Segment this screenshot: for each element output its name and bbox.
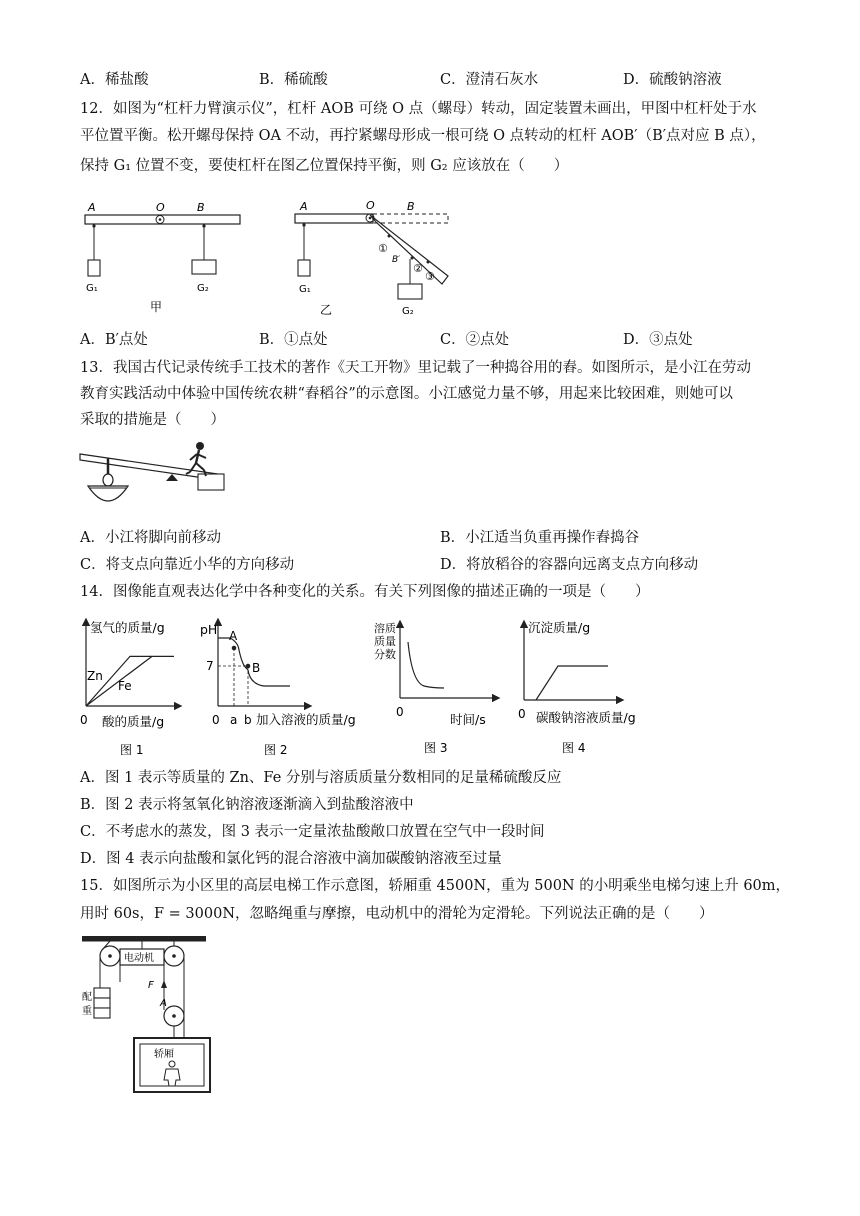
q15-label-motor: 电动机	[124, 953, 154, 964]
q12-yi-label-g1: G₁	[299, 284, 311, 295]
q13-option-a: A．小江将脚向前移动	[80, 530, 221, 546]
q15-stem-line-1: 15．如图所示为小区里的高层电梯工作示意图，轿厢重 4500N，重为 500N 的小明乘坐电梯匀速上升 60m，	[80, 878, 791, 894]
chart-3	[374, 621, 498, 755]
chart-3-xlabel: 时间/s	[450, 712, 486, 727]
chart-3-origin: 0	[396, 705, 404, 719]
chart-4-origin: 0	[518, 707, 526, 721]
chart-2-point-a-label: A	[229, 629, 238, 643]
q11-option-d: D．硫酸钠溶液	[623, 72, 722, 88]
chart-3-ylabel-line-1: 溶质	[374, 622, 396, 635]
q13-options-row-1	[80, 528, 780, 548]
chart-3-ylabel-line-3: 分数	[374, 648, 396, 661]
q13-option-b: B．小江适当负重再操作舂捣谷	[440, 530, 640, 546]
q12-jia-caption: 甲	[150, 300, 163, 314]
q14-stem-line-1: 14．图像能直观表达化学中各种变化的关系。有关下列图像的描述正确的一项是（ ）	[80, 584, 650, 600]
q13-stem-line-3: 采取的措施是（ ）	[80, 412, 225, 428]
q12-jia-label-b: B	[197, 201, 205, 214]
chart-2-point-b-label: B	[252, 661, 261, 675]
chart-2-caption: 图 2	[264, 743, 288, 757]
chart-1-series-fe-label: Fe	[118, 679, 132, 693]
chart-4-xlabel: 碳酸钠溶液质量/g	[536, 710, 636, 725]
chart-3-caption: 图 3	[424, 741, 448, 755]
q13-option-d: D．将放稻谷的容器向远离支点方向移动	[440, 557, 699, 573]
q14-option-c: C．不考虑水的蒸发，图 3 表示一定量浓盐酸敞口放置在空气中一段时间	[80, 824, 545, 840]
q12-option-c: C．②点处	[440, 332, 510, 348]
chart-2-xtick-0: 0	[212, 713, 220, 727]
q15-label-f: F	[148, 980, 154, 991]
chart-4-caption: 图 4	[562, 741, 586, 755]
chart-4-ylabel: 沉淀质量/g	[528, 620, 591, 635]
q12-yi-point-3: ③	[425, 270, 435, 283]
chart-1-origin: 0	[80, 713, 88, 727]
q12-stem-line-3: 保持 G₁ 位置不变，要使杠杆在图乙位置保持平衡，则 G₂ 应该放在（ ）	[80, 158, 569, 174]
chart-2	[200, 620, 356, 757]
chart-3-curve	[408, 642, 444, 688]
q12-figure-jia	[80, 198, 250, 318]
chart-1-series-zn-label: Zn	[87, 669, 103, 683]
chart-2-point-a	[232, 646, 237, 651]
q13-stem-line-1: 13．我国古代记录传统手工技术的著作《天工开物》里记载了一种捣谷用的舂。如图所示，是小江在劳动	[80, 360, 751, 376]
chart-1	[80, 620, 180, 757]
q12-option-d: D．③点处	[623, 332, 693, 348]
chart-1-caption: 图 1	[120, 743, 144, 757]
q14-option-d: D．图 4 表示向盐酸和氯化钙的混合溶液中滴加碳酸钠溶液至过量	[80, 851, 502, 867]
q15-label-a: A	[160, 998, 167, 1009]
q13-figure-pestle	[78, 436, 238, 516]
q12-jia-label-a: A	[88, 201, 96, 214]
q12-option-b: B．①点处	[259, 332, 328, 348]
q12-yi-label-o: O	[366, 199, 375, 212]
q12-jia-label-g1: G₁	[86, 283, 98, 294]
q12-yi-point-2: ②	[413, 262, 423, 275]
chart-2-ytick-7: 7	[206, 659, 214, 673]
q12-stem-line-2: 平位置平衡。松开螺母保持 OA 不动，再拧紧螺母形成一根可绕 O 点转动的杠杆 AOB′（B′点对应 B 点），	[80, 128, 766, 144]
q15-figure-elevator	[80, 934, 212, 1094]
chart-2-point-b	[246, 664, 251, 669]
q11-option-b: B．稀硫酸	[259, 72, 328, 88]
q15-label-counterweight-2: 重	[82, 1006, 92, 1017]
q14-charts	[78, 614, 638, 760]
q12-jia-label-g2: G₂	[197, 283, 209, 294]
q12-option-a: A．B′点处	[80, 332, 148, 348]
chart-2-xlabel: 加入溶液的质量/g	[256, 712, 356, 727]
q12-yi-caption: 乙	[320, 303, 333, 317]
chart-1-ylabel: 氢气的质量/g	[90, 620, 165, 635]
q11-option-a: A．稀盐酸	[80, 72, 149, 88]
q12-options	[80, 330, 780, 350]
q15-label-counterweight-1: 配	[82, 992, 92, 1003]
chart-3-ylabel-line-2: 质量	[374, 635, 396, 648]
q11-options	[80, 70, 780, 90]
chart-4	[518, 620, 636, 755]
q15-stem-line-2: 用时 60s，F = 3000N，忽略绳重与摩擦，电动机中的滑轮为定滑轮。下列说法正确的是（ ）	[80, 906, 714, 922]
chart-1-xlabel: 酸的质量/g	[102, 714, 165, 729]
q14-option-a: A．图 1 表示等质量的 Zn、Fe 分别与溶质质量分数相同的足量稀硫酸反应	[80, 770, 562, 786]
chart-2-xtick-b: b	[244, 713, 252, 727]
q11-option-c: C．澄清石灰水	[440, 72, 539, 88]
q12-yi-label-bp: B′	[392, 255, 401, 265]
q13-options-row-2	[80, 555, 780, 575]
chart-2-ylabel: pH	[200, 622, 218, 637]
q12-yi-label-g2: G₂	[402, 306, 414, 317]
q14-option-b: B．图 2 表示将氢氧化钠溶液逐渐滴入到盐酸溶液中	[80, 797, 414, 813]
q12-stem-line-1: 12．如图为“杠杆力臂演示仪”，杠杆 AOB 可绕 O 点（螺母）转动，固定装置未画出，甲图中杠杆处于水	[80, 101, 757, 117]
q13-option-c: C．将支点向靠近小华的方向移动	[80, 557, 295, 573]
q15-label-cabin: 轿厢	[154, 1049, 174, 1060]
chart-4-curve	[536, 666, 608, 700]
q12-yi-label-b: B	[407, 200, 415, 213]
q12-figure-yi	[290, 196, 465, 322]
chart-2-xtick-a: a	[230, 713, 238, 727]
q13-stem-line-2: 教育实践活动中体验中国传统农耕“舂稻谷”的示意图。小江感觉力量不够，用起来比较困难，则她可以	[80, 386, 733, 402]
q12-yi-point-1: ①	[378, 242, 388, 255]
q12-yi-label-a: A	[300, 200, 308, 213]
q12-jia-label-o: O	[156, 201, 165, 214]
